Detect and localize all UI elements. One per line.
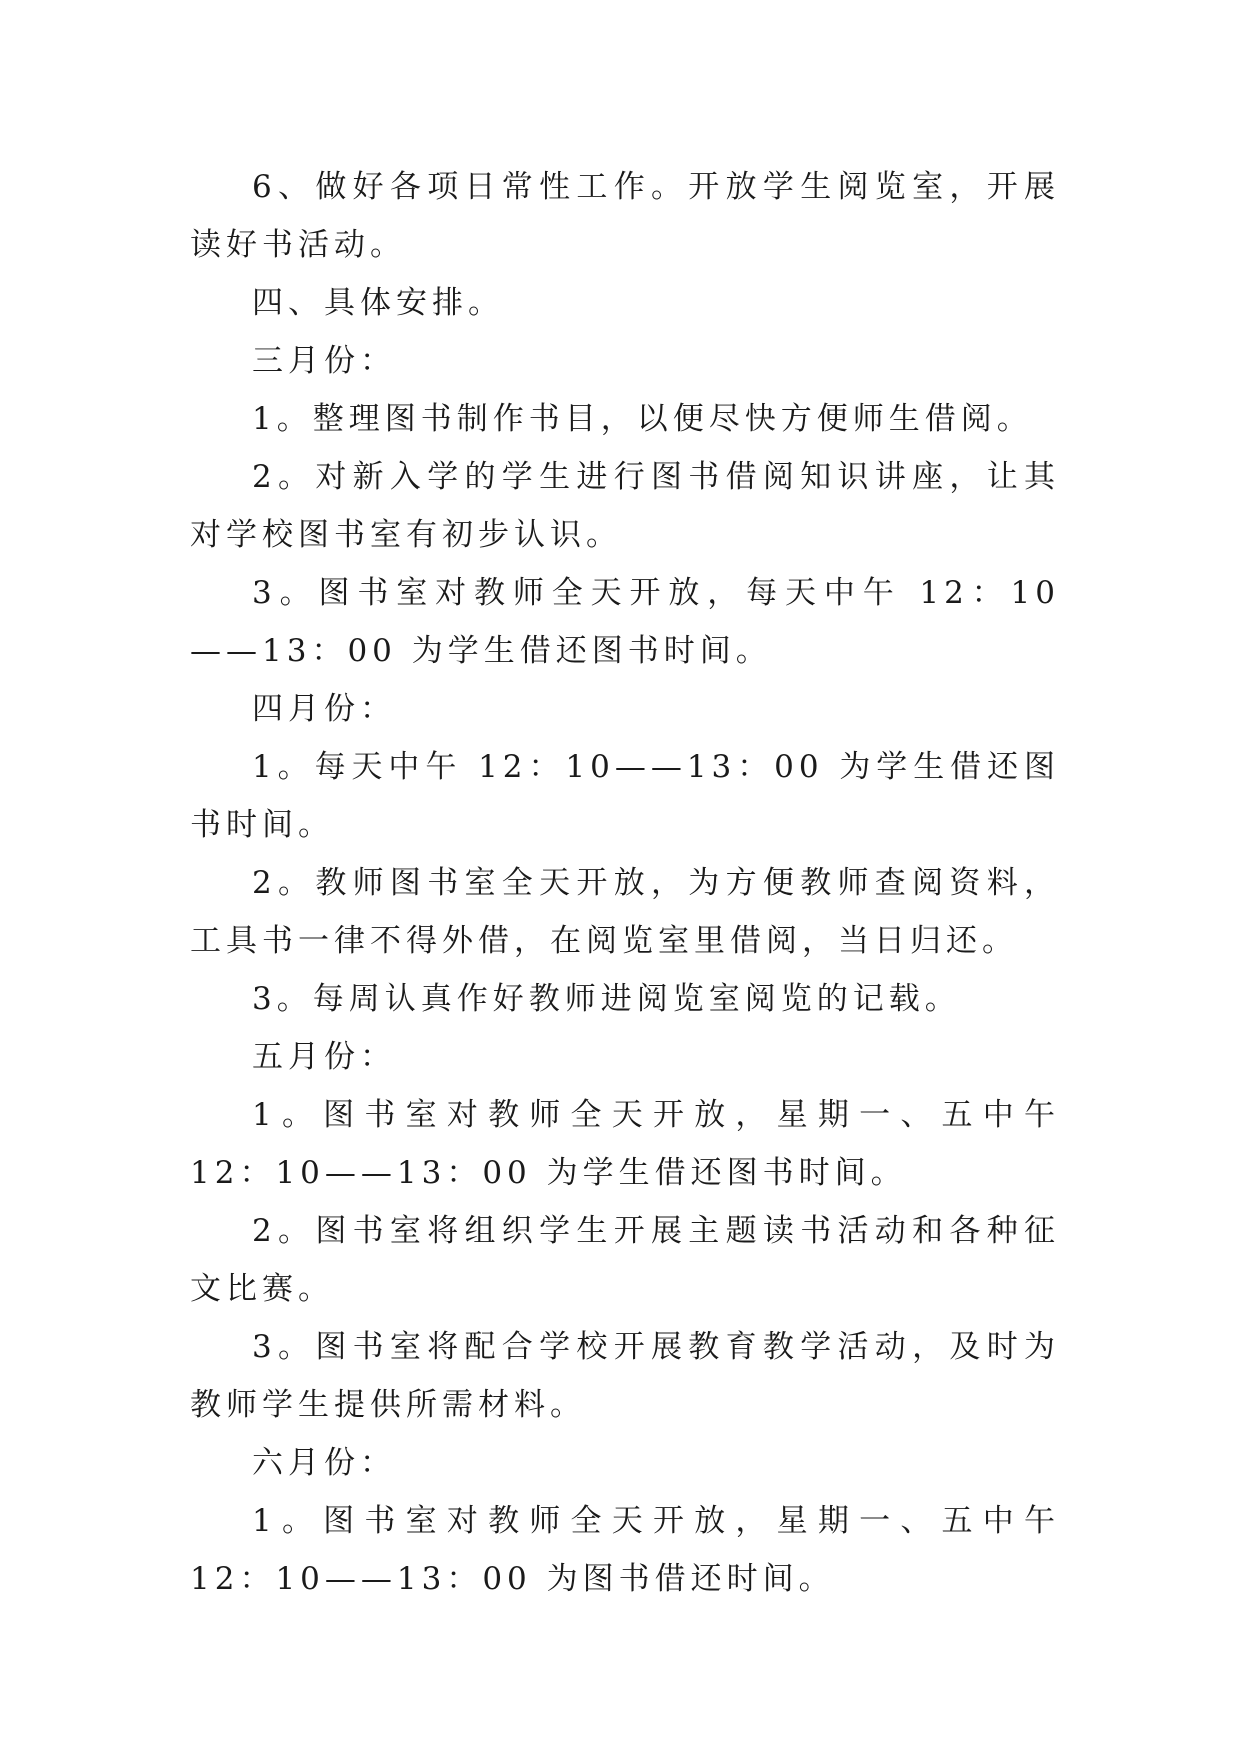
month-heading-may: 五月份：	[252, 1039, 396, 1075]
paragraph-june-1: 1。图书室对教师全天开放，星期一、五中午 12：10——13：00 为图书借还时间。	[190, 1503, 1060, 1597]
document-body	[190, 158, 1060, 1608]
paragraph-march-3: 3。图书室对教师全天开放，每天中午 12：10——13：00 为学生借还图书时间。	[190, 575, 1060, 669]
month-heading-june: 六月份：	[252, 1445, 396, 1481]
paragraph-april-3: 3。每周认真作好教师进阅览室阅览的记载。	[252, 981, 961, 1017]
paragraph-april-1: 1。每天中午 12：10——13：00 为学生借还图书时间。	[190, 749, 1060, 843]
paragraph-march-2: 2。对新入学的学生进行图书借阅知识讲座，让其对学校图书室有初步认识。	[190, 459, 1060, 553]
paragraph-may-3: 3。图书室将配合学校开展教育教学活动，及时为教师学生提供所需材料。	[190, 1329, 1060, 1423]
paragraph-april-2: 2。教师图书室全天开放，为方便教师查阅资料，工具书一律不得外借，在阅览室里借阅，当日归还。	[190, 865, 1060, 959]
month-heading-march: 三月份：	[252, 343, 396, 379]
section-heading-schedule: 四、具体安排。	[252, 285, 504, 321]
month-heading-april: 四月份：	[252, 691, 396, 727]
paragraph-may-2: 2。图书室将组织学生开展主题读书活动和各种征文比赛。	[190, 1213, 1060, 1307]
paragraph-daily-work: 6、做好各项日常性工作。开放学生阅览室，开展读好书活动。	[190, 169, 1060, 263]
paragraph-march-1: 1。整理图书制作书目，以便尽快方便师生借阅。	[252, 401, 1033, 437]
paragraph-may-1: 1。图书室对教师全天开放，星期一、五中午 12：10——13：00 为学生借还图书时间。	[190, 1097, 1060, 1191]
